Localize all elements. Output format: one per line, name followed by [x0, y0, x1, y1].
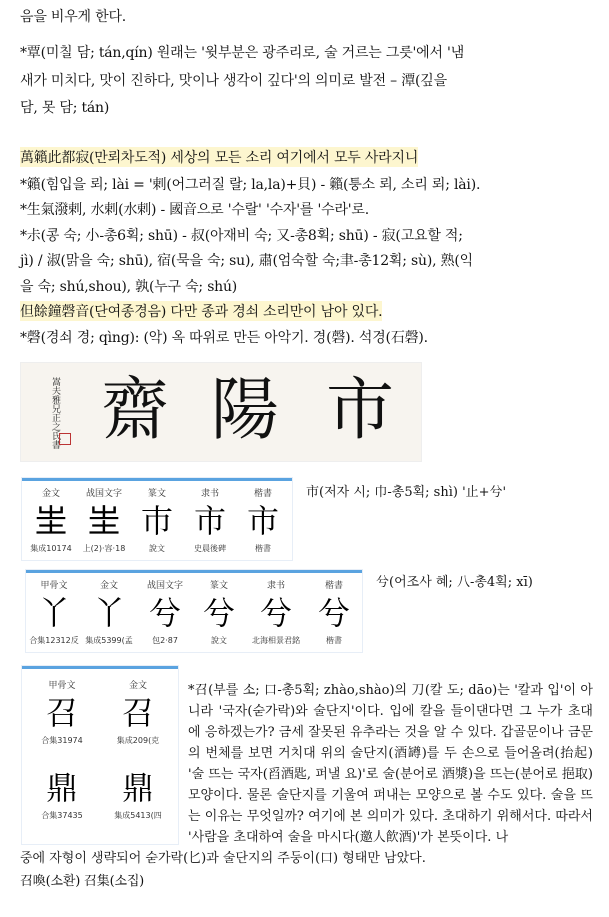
glyph-cell [26, 486, 76, 554]
glyph: 鼎 [45, 769, 78, 807]
text-line-2: *覃(미칠 담; tán,qín) 원래는 '윗부분은 광주리로, 술 거르는 그릇'에서 '냄 [20, 45, 465, 61]
source-label: 說文 [211, 636, 227, 645]
glyph-evolution-panel-so [22, 666, 178, 844]
glyph: 丫 [37, 594, 70, 632]
glyph-cell [26, 678, 98, 746]
text-line-12: 但餘鐘磬音(단여종경음) 다만 종과 경쇠 소리만이 남아 있다. [20, 301, 382, 321]
script-label: 篆文 [147, 489, 166, 499]
source-label: 合集37435 [41, 811, 83, 820]
source-label: 楷書 [255, 544, 271, 553]
script-label: 隶书 [266, 581, 285, 591]
panel-top-bar [26, 570, 362, 573]
glyph: 丫 [92, 594, 125, 632]
panel-top-bar [22, 478, 292, 481]
panel-top-bar [22, 666, 178, 669]
text-line-7: *籟(힘입을 뢰; lài = '剌(어그러질 랄; la,la)+貝) - 籟(퉁소 뢰, 소리 뢰; lài). [20, 177, 481, 193]
glyph-cell [82, 578, 136, 646]
text-line-4: 담, 못 담; tán) [20, 100, 110, 116]
calligraphy-char-3: 市 [326, 371, 395, 450]
glyph: 兮 [148, 594, 181, 632]
text-line-13: *磬(경쇠 경; qìng): (악) 옥 따위로 만든 아악기. 경(磬). 석경(石磬). [20, 330, 428, 346]
glyph-cell [138, 578, 192, 646]
glyph-cell [28, 578, 80, 646]
calligraphy-image [20, 362, 422, 462]
glyph: 市 [246, 502, 279, 540]
glyph-cell [184, 486, 236, 554]
glyph: 召 [45, 694, 78, 732]
glyph: 兮 [317, 594, 350, 632]
script-label: 隶书 [200, 489, 219, 499]
text-line-3: 새가 미치다, 맛이 진하다, 맛이나 생각이 깊다'의 의미로 발전 – 潭(깊을 [20, 73, 447, 89]
glyph-cell [246, 578, 306, 646]
text-line-6: 萬籟此都寂(만뢰차도적) 세상의 모든 소리 여기에서 모두 사라지니 [20, 147, 418, 167]
caption-shi: 市(저자 시; 巾-총5획; shì) '止+兮' [306, 485, 507, 500]
glyph: 召 [121, 694, 154, 732]
script-label: 金文 [99, 581, 118, 591]
source-label: 合集31974 [41, 736, 83, 745]
text-line-11: 을 숙; shú,shou), 孰(누구 숙; shú) [20, 279, 238, 295]
glyph-cell [132, 486, 182, 554]
glyph: 鼎 [121, 769, 154, 807]
glyph-cell [78, 486, 130, 554]
glyph: 𡉚 [87, 502, 120, 540]
glyph: 市 [193, 502, 226, 540]
source-label: 楷書 [326, 636, 342, 645]
script-label: 甲骨文 [40, 581, 68, 591]
so-explanation-ending: 중에 자형이 생략되어 숟가락(匕)과 술단지의 주둥이(口) 형태만 남았다. [20, 851, 426, 866]
glyph-cell [308, 578, 360, 646]
script-label: 篆文 [209, 581, 228, 591]
text-line-1: 음을 비우게 한다. [20, 9, 127, 25]
glyph-cell [102, 678, 174, 746]
source-label: 史晨後碑 [194, 544, 226, 553]
glyph: 兮 [202, 594, 235, 632]
source-label: 集成5399(孟 [85, 636, 133, 645]
source-label: 北海相景君銘 [252, 636, 300, 645]
script-label: 楷書 [253, 489, 272, 499]
seal-stamp [59, 433, 71, 445]
glyph-cell [238, 486, 288, 554]
source-label: 集成5413(四 [114, 811, 162, 820]
glyph: 巿 [140, 502, 173, 540]
text-line-8: *生氣潑剌, 水剌(水剌) - 國音으로 '수랄' '수자'를 '수라'로. [20, 202, 369, 218]
so-explanation-paragraph: *召(부를 소; 口-총5획; zhào,shào)의 刀(칼 도; dāo)는 '칼과 입'이 아니라 '국자(숟가락)와 술단지'이다. 입에 칼을 들이댄다면 그 누가 초대에 응하겠는가? 금세 잘못된 유추라는 것을 알 수 있다. 갑골문이나 금문의 번체를 보면 거치대 위의 술단지(酒罇)를 두 손으로 들어올려(抬起) '술 뜨는 국자(舀酒匙, 퍼낼 요)'로 술(분어로 酒漿)을 뜨는(분어로 挹取) 모양이다. 물론 술단지를 기울여 퍼내는 모양으로 볼 수도 있다. 술을 뜨는 이유는 무엇일까? 여기에 본 의미가 있다. 초대하기 위해서다. 따라서 '사람을 초대하여 술을 마시다(邀人飮酒)'가 본뜻이다. 나 [188, 683, 593, 845]
glyph-cell [194, 578, 244, 646]
calligraphy-char-2: 陽 [211, 371, 280, 450]
source-label: 合集12312反 [29, 636, 79, 645]
caption-hye: 兮(어조사 혜; 八-총4획; xī) [376, 575, 533, 590]
source-label: 上(2)·容·18 [82, 544, 126, 553]
final-line: 召喚(소환) 召集(소집) [20, 874, 145, 889]
source-label: 包2·87 [152, 636, 178, 645]
source-label: 說文 [149, 544, 165, 553]
script-label: 甲骨文 [48, 681, 76, 691]
source-label: 集成209(克 [116, 736, 160, 745]
glyph: 𡉚 [34, 502, 67, 540]
calligraphy-char-1: 齋 [101, 371, 170, 450]
glyph-cell [26, 766, 98, 821]
calligraphy-inscription: 嵩夫雅兄正之氏書 [50, 377, 60, 449]
text-line-9: *尗(콩 숙; 小-총6획; shū) - 叔(아재비 숙; 又-총8획; shū) - 寂(고요할 적; [20, 228, 463, 244]
script-label: 楷書 [324, 581, 343, 591]
glyph-cell [102, 766, 174, 821]
source-label: 集成10174 [30, 544, 72, 553]
script-label: 金文 [128, 681, 147, 691]
glyph: 兮 [259, 594, 292, 632]
glyph-evolution-panel-hye [26, 570, 362, 652]
glyph-evolution-panel-shi [22, 478, 292, 560]
text-line-10: jì) / 淑(맑을 숙; shū), 宿(묵을 숙; su), 肅(엄숙할 숙;聿-총12획; sù), 熟(익 [20, 253, 473, 269]
script-label: 战国文字 [146, 581, 183, 591]
script-label: 金文 [41, 489, 60, 499]
script-label: 战国文字 [85, 489, 122, 499]
